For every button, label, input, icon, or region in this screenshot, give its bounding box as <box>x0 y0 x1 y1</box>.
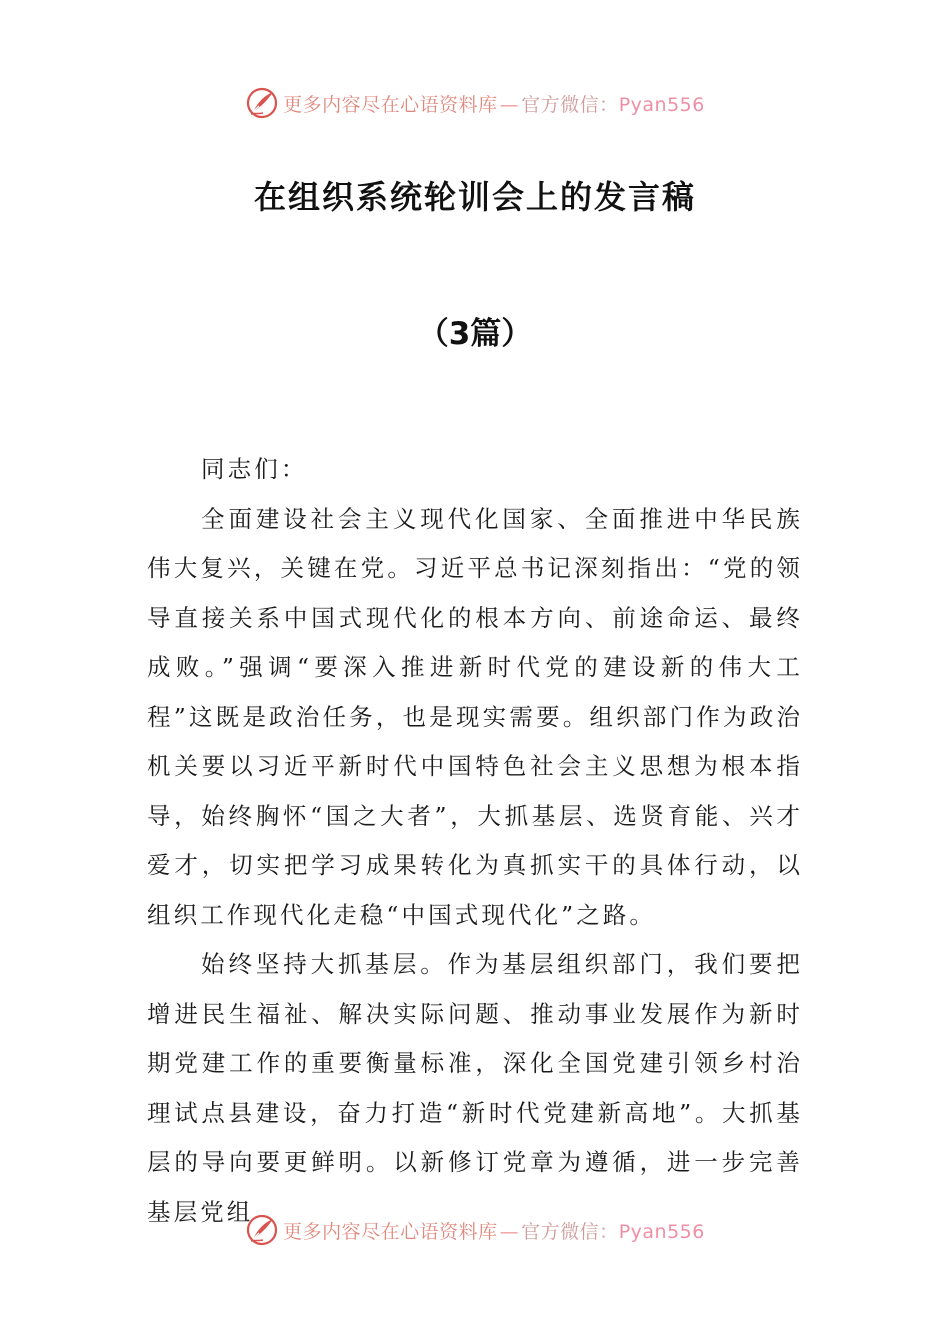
document-title: 在组织系统轮训会上的发言稿 <box>253 178 696 216</box>
body-paragraph: 全面建设社会主义现代化国家、全面推进中华民族伟大复兴，关键在党。习近平总书记深刻指出：“党的领导直接关系中国式现代化的根本方向、前途命运、最终成败。”强调“要深入推进新时代党的建设新的伟大工程”这既是政治任务，也是现实需要。组织部门作为政治机关要以习近平新时代中国特色社会主义思想为根本指导，始终胸怀“国之大者”，大抓基层、选贤育能、兴才爱才，切实把学习成果转化为真抓实干的具体行动，以组织工作现代化走稳“中国式现代化”之路。 <box>147 504 803 929</box>
watermark-wechat-id: Pyan556 <box>618 93 705 116</box>
watermark-text <box>283 1217 705 1244</box>
salutation-paragraph: 同志们： <box>201 455 308 483</box>
body-paragraph: 始终坚持大抓基层。作为基层组织部门，我们要把增进民生福祉、解决实际问题、推动事业发展作为新时期党建工作的重要衡量标准，深化全国党建引领乡村治理试点县建设，奋力打造“新时代党建新高地”。大抓基层的导向要更鲜明。以新修订党章为遵循，进一步完善基层党组 <box>147 950 803 1226</box>
watermark-header <box>0 83 950 123</box>
watermark-dash: — <box>499 1220 520 1243</box>
watermark-wechat-label: 官方微信： <box>521 1220 619 1243</box>
document-subtitle: （3篇） <box>417 316 533 352</box>
document-body <box>147 445 803 1237</box>
watermark-dash: — <box>499 93 520 116</box>
quill-logo-icon <box>245 1213 279 1247</box>
watermark-wechat-label: 官方微信： <box>521 93 619 116</box>
watermark-brand: 更多内容尽在心语资料库 <box>283 93 498 116</box>
watermark-brand: 更多内容尽在心语资料库 <box>283 1220 498 1243</box>
watermark-footer <box>0 1210 950 1250</box>
watermark-wechat-id: Pyan556 <box>618 1220 705 1243</box>
quill-logo-icon <box>245 86 279 120</box>
watermark-text <box>283 90 705 117</box>
